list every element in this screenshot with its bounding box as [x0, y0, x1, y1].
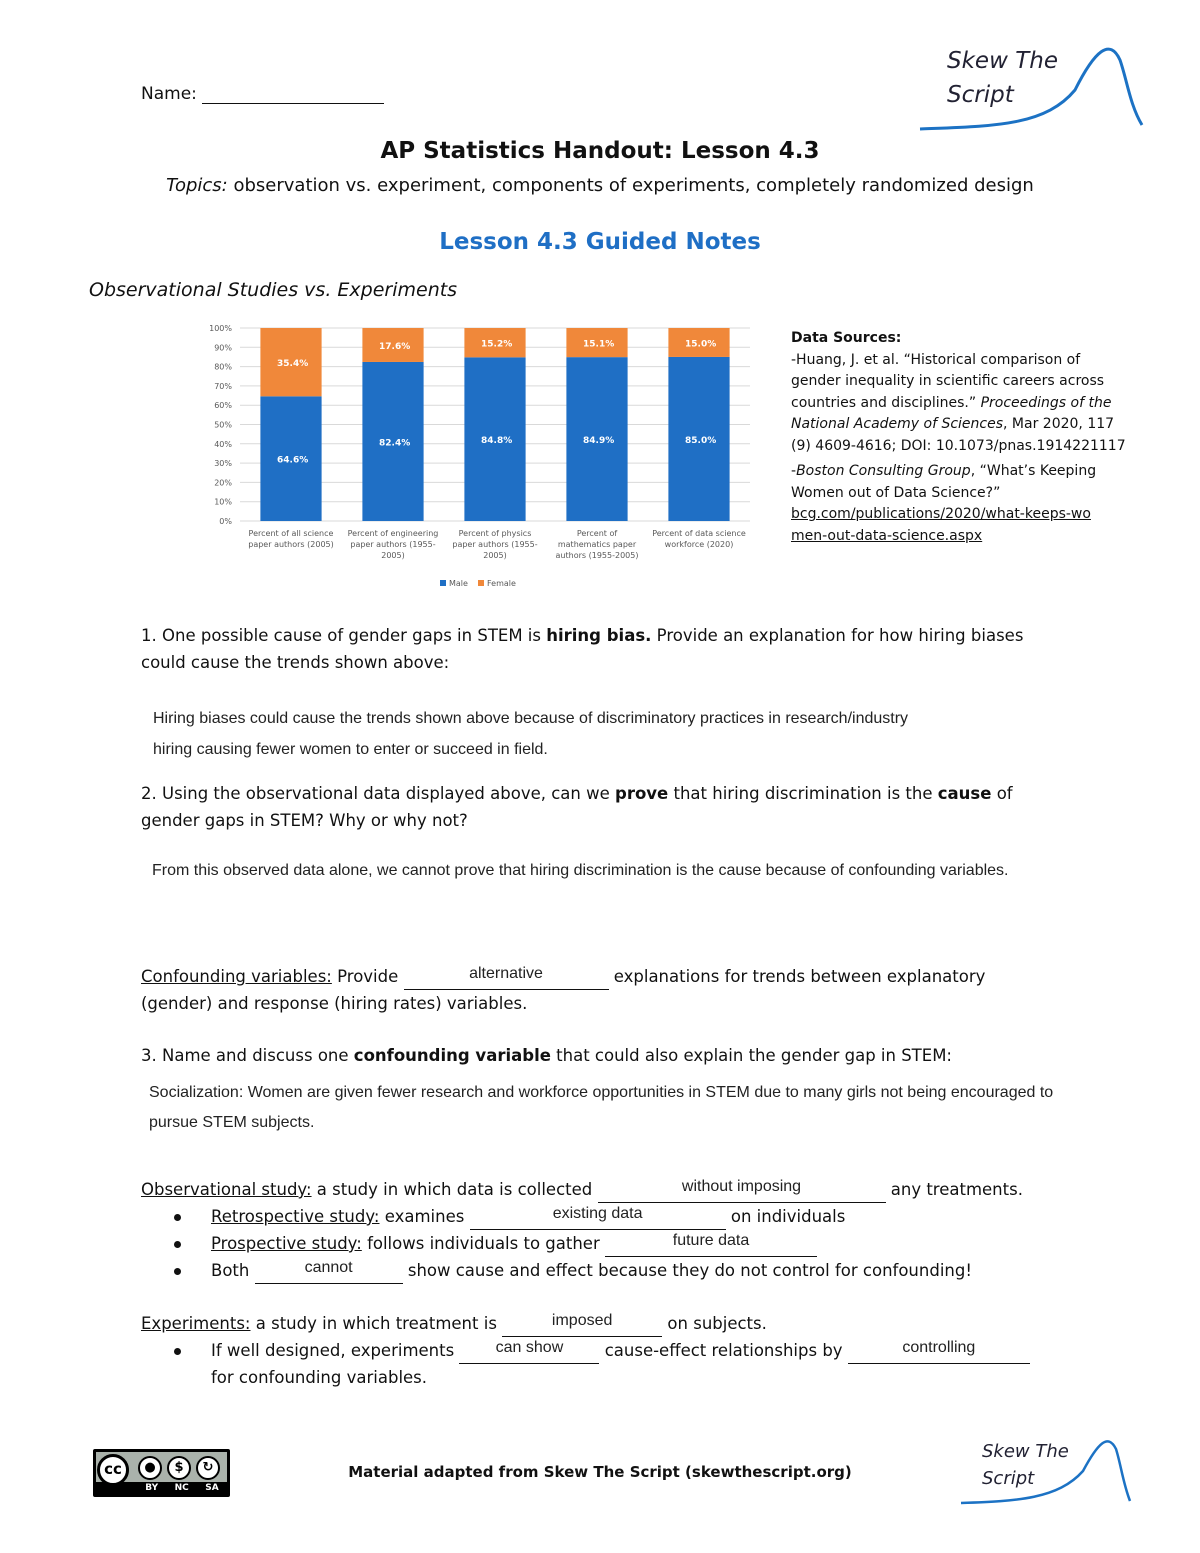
- cc-labels: [137, 1483, 227, 1493]
- experiments-blank[interactable]: [502, 1312, 662, 1337]
- source-bcg-title: , “What’s Keeping Women out of Data Science?”: [791, 463, 1097, 501]
- name-blank[interactable]: [202, 85, 384, 104]
- sources-heading: Data Sources:: [791, 330, 902, 346]
- prospective-term: Prospective study:: [211, 1234, 362, 1253]
- both-fill: cannot: [304, 1259, 353, 1276]
- material-text: Material adapted from Skew The Script (: [348, 1463, 692, 1481]
- confounding-text-a: Provide: [337, 967, 399, 986]
- controlling-fill: controlling: [902, 1339, 976, 1356]
- cc-label-sa: SA: [205, 1483, 219, 1493]
- observational-bullets: [0, 1203, 1141, 1284]
- both-blank[interactable]: [255, 1259, 403, 1284]
- retrospective-text-b: on individuals: [730, 1207, 846, 1226]
- experiments-fill: imposed: [551, 1312, 613, 1329]
- well-designed-text: If well designed, experiments: [211, 1341, 455, 1360]
- y-tick-label: 80%: [214, 362, 232, 372]
- experiments-section: [141, 1310, 1141, 1391]
- y-tick-label: 30%: [214, 459, 232, 469]
- cc-label-nc: NC: [174, 1483, 189, 1493]
- retrospective-fill: existing data: [552, 1205, 643, 1222]
- data-label-female: 15.2%: [481, 339, 513, 350]
- experiments-bullets: [0, 1337, 1141, 1391]
- q1-answer-line1: Hiring biases could cause the trends shown above because of discriminatory practices in research/industry: [153, 710, 909, 727]
- q2-answer[interactable]: From this observed data alone, we cannot prove that hiring discrimination is the cause because of confounding variables.: [152, 862, 1009, 879]
- data-label-female: 15.1%: [583, 339, 615, 350]
- observational-definition: [141, 1176, 1141, 1203]
- q3-answer[interactable]: [149, 1078, 1159, 1138]
- data-label-female: 15.0%: [685, 339, 717, 350]
- prospective-fill: future data: [672, 1232, 750, 1249]
- y-tick-label: 20%: [214, 478, 232, 488]
- q3-answer-line1: Socialization: Women are given fewer research and workforce opportunities in STEM due to many girls not being encouraged to: [149, 1084, 1054, 1101]
- well-designed-text-b: cause-effect relationships by: [604, 1341, 843, 1360]
- both-text: Both: [211, 1261, 250, 1280]
- q2-bold-cause: cause: [937, 784, 992, 803]
- x-tick-label: authors (1955-2005): [555, 551, 639, 560]
- cc-label-by: BY: [145, 1483, 159, 1493]
- q1-bold: hiring bias.: [546, 626, 652, 645]
- x-tick-label: workforce (2020): [664, 540, 734, 549]
- data-label-male: 85.0%: [685, 435, 717, 446]
- can-show-blank[interactable]: [459, 1339, 599, 1364]
- source-bcg-dash: -: [791, 463, 797, 479]
- q2-text-b: that hiring discrimination is the: [673, 784, 933, 803]
- skew-the-script-logo: [915, 40, 1150, 135]
- well-designed-text-c: for confounding variables.: [211, 1368, 428, 1387]
- q1-number: 1.: [141, 626, 157, 645]
- material-link[interactable]: skewthescript.org: [691, 1463, 845, 1481]
- x-tick-label: paper authors (1955-: [350, 540, 436, 549]
- footer-logo-line1: Skew The: [982, 1441, 1069, 1462]
- x-tick-label: paper authors (1955-: [452, 540, 538, 549]
- retrospective-term: Retrospective study:: [211, 1207, 380, 1226]
- prospective-item: [141, 1230, 1141, 1257]
- observational-section: [141, 1176, 1141, 1284]
- nc-icon: $: [167, 1456, 191, 1480]
- y-tick-label: 70%: [214, 381, 232, 391]
- source-bcg-org: Boston Consulting Group: [796, 463, 971, 479]
- q1-text: One possible cause of gender gaps in STEM is: [162, 626, 541, 645]
- q3-text-b: that could also explain the gender gap in STEM:: [556, 1046, 952, 1065]
- question-3: [141, 1042, 1061, 1069]
- experiments-text-a: a study in which treatment is: [255, 1314, 497, 1333]
- x-tick-label: Percent of: [576, 529, 618, 538]
- topics-line: [0, 175, 1200, 196]
- source-bcg-link[interactable]: bcg.com/publications/2020/what-keeps-women-out-data-science.aspx: [791, 506, 1091, 544]
- q3-bold: confounding variable: [353, 1046, 551, 1065]
- source-bcg: [791, 461, 1131, 547]
- x-tick-label: Percent of physics: [458, 529, 532, 538]
- both-text-b: show cause and effect because they do not control for confounding!: [407, 1261, 972, 1280]
- topics-label: Topics:: [166, 175, 228, 196]
- source-huang-journal: Proceedings of the National Academy of Sciences: [791, 394, 1112, 432]
- confounding-blank[interactable]: [404, 965, 609, 990]
- footer-logo-line2: Script: [982, 1468, 1035, 1489]
- source-huang: [791, 350, 1131, 458]
- y-tick-label: 0%: [219, 517, 232, 526]
- retrospective-blank[interactable]: [470, 1205, 726, 1230]
- data-label-female: 35.4%: [277, 359, 309, 370]
- observational-term: Observational study:: [141, 1180, 312, 1199]
- x-tick-label: 2005): [483, 551, 507, 560]
- sa-icon: ↻: [196, 1456, 220, 1480]
- data-sources: [791, 328, 1131, 547]
- y-tick-label: 100%: [209, 324, 232, 333]
- x-tick-label: Percent of engineering: [347, 529, 439, 538]
- legend-swatch-male: [440, 580, 446, 586]
- data-label-male: 84.8%: [481, 436, 513, 447]
- q2-number: 2.: [141, 784, 157, 803]
- by-icon: ●: [138, 1456, 162, 1480]
- cc-icon-text: cc: [104, 1460, 122, 1478]
- page-title: AP Statistics Handout: Lesson 4.3: [380, 138, 820, 164]
- data-label-male: 64.6%: [277, 455, 309, 466]
- y-tick-label: 60%: [214, 401, 232, 411]
- source-huang-doi: , Mar 2020, 117 (9) 4609-4616; DOI: 10.1073/pnas.1914221117: [791, 416, 1126, 454]
- q1-answer-line2: hiring causing fewer women to enter or succeed in field.: [153, 741, 548, 758]
- legend-label-female: Female: [487, 579, 516, 588]
- q3-answer-line2: pursue STEM subjects.: [149, 1114, 315, 1131]
- x-tick-label: Percent of all science: [248, 529, 334, 538]
- y-tick-label: 10%: [214, 497, 232, 507]
- both-item: [141, 1257, 1141, 1284]
- observational-text-a: a study in which data is collected: [316, 1180, 593, 1199]
- x-tick-label: 2005): [381, 551, 405, 560]
- data-label-male: 82.4%: [379, 438, 411, 449]
- legend-swatch-female: [478, 580, 484, 586]
- name-label: Name:: [141, 84, 197, 104]
- confounding-definition: [141, 963, 1041, 1017]
- data-label-female: 17.6%: [379, 341, 411, 352]
- q1-answer[interactable]: [153, 703, 908, 765]
- material-text-end: ): [844, 1463, 852, 1481]
- gender-stem-chart: [195, 318, 760, 593]
- experiments-term: Experiments:: [141, 1314, 251, 1333]
- q2-text: Using the observational data displayed above, can we: [162, 784, 610, 803]
- section-title: Lesson 4.3 Guided Notes: [439, 229, 761, 255]
- logo-line1: Skew The: [947, 48, 1058, 74]
- observational-text-b: any treatments.: [890, 1180, 1023, 1199]
- name-line: [141, 84, 384, 104]
- question-2: [141, 780, 1061, 834]
- x-tick-label: Percent of data science: [652, 529, 746, 538]
- y-tick-label: 50%: [214, 420, 232, 430]
- x-tick-label: mathematics paper: [557, 540, 637, 549]
- observational-blank[interactable]: [598, 1178, 886, 1203]
- source-huang-text: -Huang, J. et al. “Historical comparison of gender inequality in scientific careers across countries and disciplines.”: [791, 351, 1105, 411]
- q2-bold-prove: prove: [615, 784, 669, 803]
- legend-label-male: Male: [449, 579, 468, 588]
- logo-line2: Script: [947, 82, 1014, 108]
- retrospective-text: examines: [384, 1207, 465, 1226]
- y-tick-label: 90%: [214, 343, 232, 353]
- data-label-male: 84.9%: [583, 436, 615, 447]
- y-tick-label: 40%: [214, 439, 232, 449]
- subsection-title: Observational Studies vs. Experiments: [89, 279, 458, 301]
- footer-logo: [958, 1433, 1138, 1508]
- q2-text-c: of gender gaps in STEM? Why or why not?: [141, 784, 1013, 830]
- prospective-text: follows individuals to gather: [367, 1234, 600, 1253]
- confounding-fill: alternative: [469, 965, 543, 982]
- confounding-term: Confounding variables:: [141, 967, 332, 986]
- retrospective-item: [141, 1203, 1141, 1230]
- experiments-definition: [141, 1310, 1141, 1337]
- prospective-blank[interactable]: [605, 1232, 817, 1257]
- question-1: [141, 622, 1071, 676]
- x-tick-label: paper authors (2005): [248, 540, 334, 549]
- confounding-text-b: explanations for trends between explanatory (gender) and response (hiring rates) variables.: [141, 967, 986, 1013]
- can-show-fill: can show: [495, 1339, 564, 1356]
- well-designed-item: [141, 1337, 1141, 1391]
- q3-text: Name and discuss one: [162, 1046, 349, 1065]
- experiments-text-b: on subjects.: [667, 1314, 767, 1333]
- topics-text: observation vs. experiment, components of experiments, completely randomized design: [233, 175, 1034, 196]
- observational-fill: without imposing: [681, 1178, 802, 1195]
- q1-text-b: Provide an explanation for how hiring biases could cause the trends shown above:: [141, 626, 1024, 672]
- controlling-blank[interactable]: [848, 1339, 1030, 1364]
- q3-number: 3.: [141, 1046, 157, 1065]
